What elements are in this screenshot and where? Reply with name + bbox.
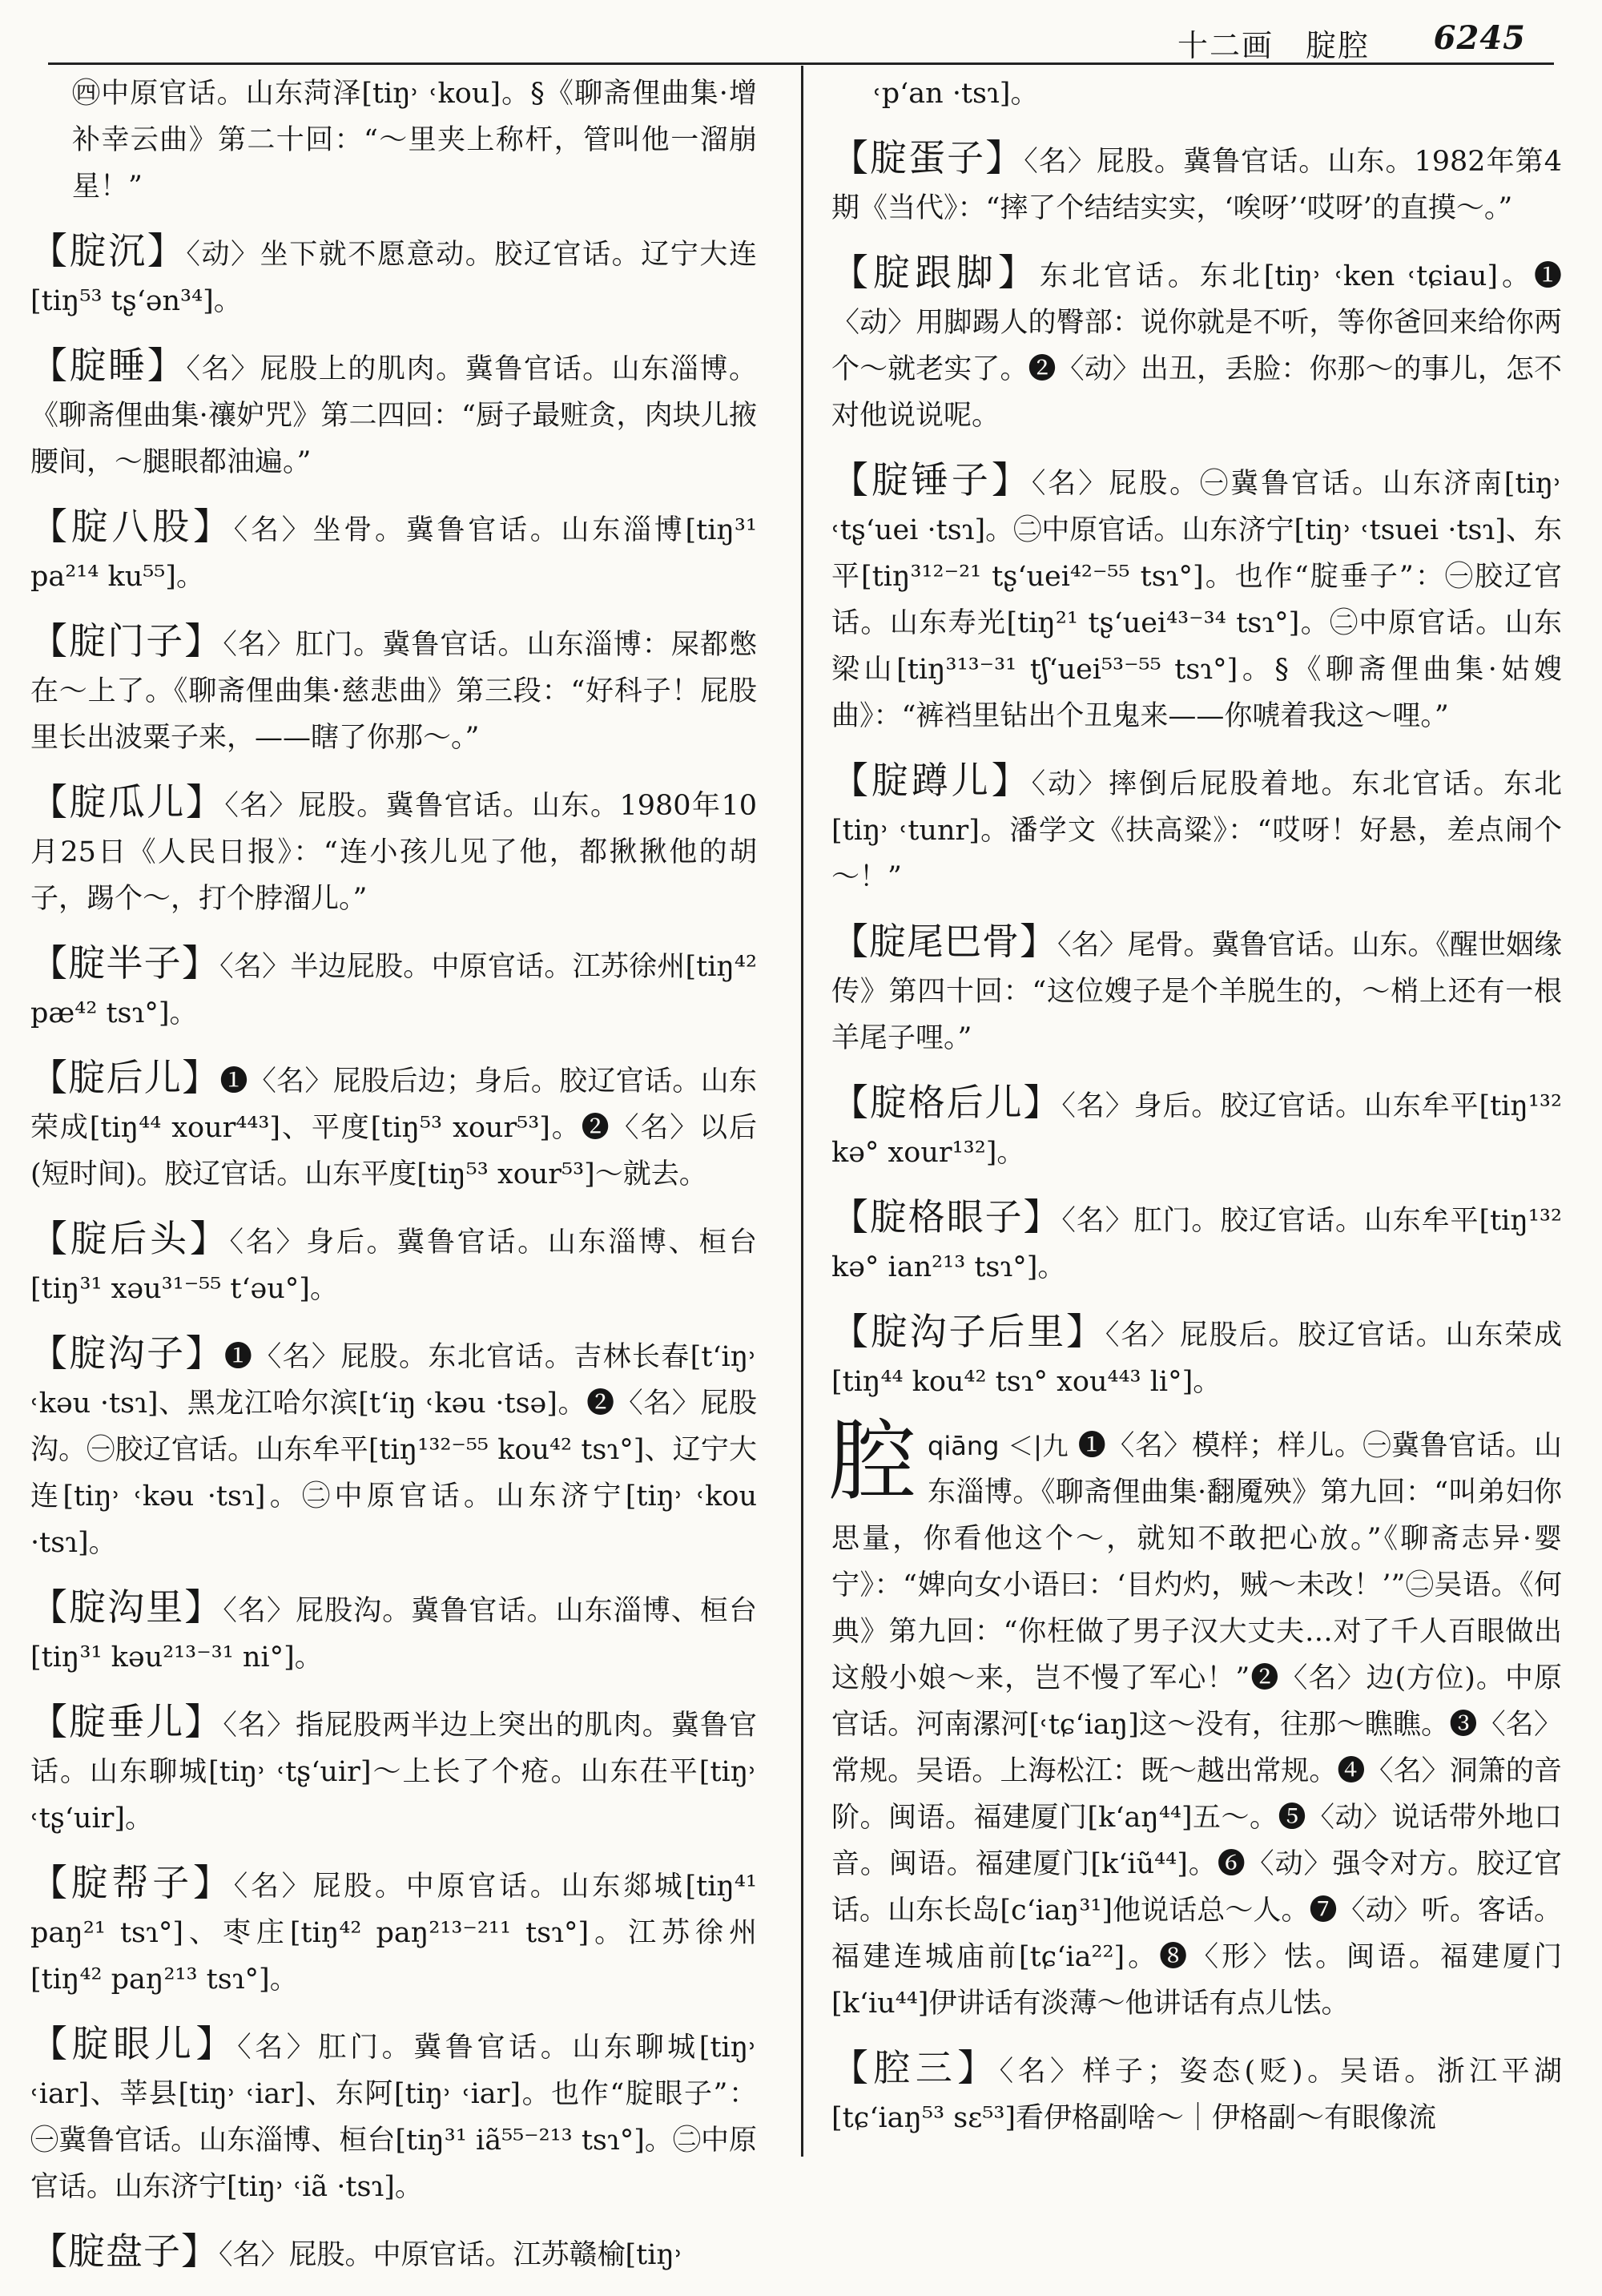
entry-headword: 【腚瓜儿】 xyxy=(30,780,225,824)
dictionary-entry xyxy=(825,757,1562,900)
entry-text: 〈名〉坐骨。冀鲁官话。山东淄博[tiŋ³¹ pa²¹⁴ ku⁵⁵]。 xyxy=(30,514,757,593)
dictionary-entry xyxy=(24,1330,757,1566)
entry-headword: 【腚蹲儿】 xyxy=(831,759,1032,802)
entry-text: 〈名〉半边屁股。中原官话。江苏徐州[tiŋ⁴² pæ⁴² tsɿ°]。 xyxy=(30,951,757,1029)
main-character-entry xyxy=(825,1410,1562,2027)
entry-headword: 【腚八股】 xyxy=(30,505,234,548)
entry-text: 〈名〉屁股。㊀冀鲁官话。山东济南[tiŋ˒ ˓tʂ‘uei ·tsɿ]。㊁中原官话。山东济宁[tiŋ˒ ˓tsuei ·tsɿ]、东平[tiŋ³¹²⁻²¹ tʂ‘uei⁴²⁻⁵⁵ tsɿ°]。也作“腚垂子”：㊀胶辽官话。山东寿光[tiŋ²¹ tʂ‘uei⁴³⁻³⁴ tsɿ°]。㊁中原官话。山东梁山[tiŋ³¹³⁻³¹ tʃ‘uei⁵³⁻⁵⁵ tsɿ°]。§《聊斋俚曲集·姑嫂曲》：“裤裆里钻出个丑鬼来——你唬着我这～哩。” xyxy=(831,468,1563,732)
running-title: 十二画 腚腔 xyxy=(1177,28,1370,63)
dictionary-entry xyxy=(24,1698,757,1842)
entry-text: ˓p‘an ·tsɿ]。 xyxy=(873,78,1039,110)
entry-headword: 【腚蛋子】 xyxy=(831,136,1024,179)
page-header xyxy=(48,14,1554,64)
entry-headword: 【腚眼儿】 xyxy=(30,2022,238,2065)
entry-headword: 【腚垂儿】 xyxy=(30,1700,223,1743)
entry-text: 〈名〉身后。胶辽官话。山东牟平[tiŋ¹³² kə° xour¹³²]。 xyxy=(831,1090,1562,1169)
entry-text: 〈动〉摔倒后屁股着地。东北官话。东北[tiŋ˒ ˓tunr]。潘学文《扶高粱》：“哎呀！好悬，差点闹个～！” xyxy=(831,768,1562,893)
entry-headword: 【腚后头】 xyxy=(30,1217,230,1260)
entry-text: 〈名〉尾骨。冀鲁官话。山东。《醒世姻缘传》第四十回：“这位嫂子是个羊脱生的，～梢上还有一根羊尾子哩。” xyxy=(831,929,1563,1054)
dictionary-entry xyxy=(24,2020,757,2210)
entry-text: 〈名〉指屁股两半边上突出的肌肉。冀鲁官话。山东聊城[tiŋ˒ ˓tʂ‘uir]～上长了个疮。山东茌平[tiŋ˒ ˓tʂ‘uir]。 xyxy=(30,1710,757,1835)
entry-headword: 【腚沟子】 xyxy=(30,1331,224,1375)
dictionary-entry xyxy=(24,618,757,761)
entry-text: ❶〈名〉屁股后边；身后。胶辽官话。山东荣成[tiŋ⁴⁴ xour⁴⁴³]、平度[tiŋ⁵³ xour⁵³]。❷〈名〉以后(短时间)。胶辽官话。山东平度[tiŋ⁵³ xour⁵³]～就去。 xyxy=(30,1065,757,1190)
dictionary-entry xyxy=(825,457,1562,739)
entry-text: 〈名〉屁股沟。冀鲁官话。山东淄博、桓台[tiŋ³¹ kəu²¹³⁻³¹ ni°]。 xyxy=(30,1595,757,1674)
dictionary-entry xyxy=(825,249,1562,439)
left-column xyxy=(24,70,757,2296)
dictionary-entry xyxy=(24,70,757,210)
dictionary-entry xyxy=(825,135,1562,232)
entry-text: 〈名〉样子；姿态(贬)。吴语。浙江平湖[tɕ‘iaŋ⁵³ sɛ⁵³]看伊格副啥～｜伊格副～有眼像流 xyxy=(831,2056,1563,2134)
main-character-pinyin: qiāng ＜|九 xyxy=(928,1431,1069,1461)
dictionary-entry xyxy=(24,228,757,324)
dictionary-entry xyxy=(825,70,1562,117)
dictionary-entry xyxy=(24,1859,757,2003)
entry-text: ㊃中原官话。山东菏泽[tiŋ˒ ˓kou]。§《聊斋俚曲集·增补幸云曲》第二十回：“～里夹上称杆，管叫他一溜崩星！” xyxy=(72,78,757,203)
entry-text: 东北官话。东北[tiŋ˒ ˓ken ˓tɕiau]。❶〈动〉用脚踢人的臀部：说你就是不听，等你爸回来给你两个～就老实了。❷〈动〉出丑，丢脸：你那～的事儿，怎不对他说说呢。 xyxy=(831,260,1563,432)
dictionary-entry xyxy=(825,918,1562,1061)
dictionary-entry xyxy=(825,2044,1562,2141)
dictionary-entry xyxy=(825,1308,1562,1405)
main-character-definition: ❶〈名〉模样；样儿。㊀冀鲁官话。山东淄博。《聊斋俚曲集·翻魇殃》第九回：“叫弟妇你思量，你看他这个～，就知不敢把心放。”《聊斋志异·婴宁》：“婢向女小语曰：‘目灼灼，贼～未改！’”㊁吴语。《何典》第九回：“你枉做了男子汉大丈夫…对了千人百眼做出这般小娘～来，岂不慢了军心！”❷〈名〉边(方位)。中原官话。河南漯河[˓tɕ‘iaŋ]这～没有，往那～瞧瞧。❸〈名〉常规。吴语。上海松江：既～越出常规。❹〈名〉洞箫的音阶。闽语。福建厦门[k‘aŋ⁴⁴]五～。❺〈动〉说话带外地口音。闽语。福建厦门[k‘iũ⁴⁴]。❻〈动〉强令对方。胶辽官话。山东长岛[c‘iaŋ³¹]他说话总～人。❼〈动〉听。客话。福建连城庙前[tɕ‘ia²²]。❽〈形〉怯。闽语。福建厦门[k‘iu⁴⁴]伊讲话有淡薄～他讲话有点儿怯。 xyxy=(831,1430,1562,2020)
column-divider xyxy=(801,66,803,2157)
entry-headword: 【腚格眼子】 xyxy=(831,1195,1062,1239)
entry-text: 〈名〉屁股后。胶辽官话。山东荣成[tiŋ⁴⁴ kou⁴² tsɿ° xou⁴⁴³ li°]。 xyxy=(831,1319,1562,1398)
dictionary-entry xyxy=(825,1194,1562,1291)
dictionary-entry xyxy=(24,1054,757,1198)
dictionary-entry xyxy=(24,1215,757,1312)
entry-headword: 【腚格后儿】 xyxy=(831,1081,1062,1124)
entry-headword: 【腚门子】 xyxy=(30,619,223,663)
entry-text: 〈名〉身后。冀鲁官话。山东淄博、桓台[tiŋ³¹ xəu³¹⁻⁵⁵ t‘əu°]。 xyxy=(30,1227,757,1305)
header-rule xyxy=(48,62,1554,65)
entry-text: 〈名〉肛门。胶辽官话。山东牟平[tiŋ¹³² kə° ian²¹³ tsɿ°]。 xyxy=(831,1205,1562,1283)
entry-text: 〈名〉肛门。冀鲁官话。山东聊城[tiŋ˒ ˓iar]、莘县[tiŋ˒ ˓iar]、东阿[tiŋ˒ ˓iar]。也作“腚眼子”：㊀冀鲁官话。山东淄博、桓台[tiŋ³¹ iã⁵⁵⁻²¹³ tsɿ°]。㊁中原官话。山东济宁[tiŋ˒ ˓iã ·tsɿ]。 xyxy=(30,2032,757,2203)
entry-headword: 【腚沉】 xyxy=(30,229,187,272)
entry-headword: 【腚尾巴骨】 xyxy=(831,920,1057,963)
entry-text: 〈名〉屁股。中原官话。江苏赣榆[tiŋ˒ xyxy=(219,2239,683,2271)
entry-text: 〈名〉屁股。冀鲁官话。山东。1980年10月25日《人民日报》：“连小孩儿见了他，都揪揪他的胡子，踢个～，打个脖溜儿。” xyxy=(30,790,757,915)
dictionary-entry xyxy=(24,342,757,485)
entry-headword: 【腔三】 xyxy=(831,2046,1000,2089)
dictionary-entry xyxy=(24,503,757,600)
main-character: 腔 xyxy=(828,1410,916,1513)
entry-headword: 【腚半子】 xyxy=(30,941,220,985)
dictionary-entry xyxy=(24,940,757,1037)
entry-headword: 【腚沟里】 xyxy=(30,1585,223,1629)
entry-headword: 【腚后儿】 xyxy=(30,1056,220,1099)
dictionary-entry xyxy=(24,779,757,922)
entry-headword: 【腚盘子】 xyxy=(30,2230,219,2273)
entry-headword: 【腚睡】 xyxy=(30,344,187,387)
dictionary-entry xyxy=(24,1584,757,1681)
entry-headword: 【腚帮子】 xyxy=(30,1861,234,1904)
entry-headword: 【腚跟脚】 xyxy=(831,251,1040,294)
entry-text: 〈名〉屁股上的肌肉。冀鲁官话。山东淄博。《聊斋俚曲集·禳妒咒》第二四回：“厨子最赃贪，肉块儿掖腰间，～腿眼都油遍。” xyxy=(30,353,758,478)
dictionary-entry xyxy=(24,2228,757,2278)
entry-text: 〈动〉坐下就不愿意动。胶辽官话。辽宁大连[tiŋ⁵³ tʂ‘ən³⁴]。 xyxy=(30,239,758,317)
dictionary-entry xyxy=(825,1079,1562,1176)
right-column xyxy=(825,70,1562,2159)
entry-text: 〈名〉屁股。中原官话。山东郯城[tiŋ⁴¹ paŋ²¹ tsɿ°]、枣庄[tiŋ⁴² paŋ²¹³⁻²¹¹ tsɿ°]。江苏徐州[tiŋ⁴² paŋ²¹³ tsɿ°]。 xyxy=(30,1871,757,1996)
entry-text: ❶〈名〉屁股。东北官话。吉林长春[t‘iŋ˒ ˓kəu ·tsɿ]、黑龙江哈尔滨[t‘iŋ ˓kəu ·tsə]。❷〈名〉屁股沟。㊀胶辽官话。山东牟平[tiŋ¹³²⁻⁵⁵ kou⁴² tsɿ°]、辽宁大连[tiŋ˒ ˓kəu ·tsɿ]。㊁中原官话。山东济宁[tiŋ˒ ˓kou ·tsɿ]。 xyxy=(30,1341,757,1559)
entry-headword: 【腚沟子后里】 xyxy=(831,1310,1105,1353)
entry-text: 〈名〉屁股。冀鲁官话。山东。1982年第4期《当代》：“摔了个结结实实，‘唉呀’‘哎呀’的直摸～。” xyxy=(831,146,1563,224)
page-number: 6245 xyxy=(1433,19,1526,57)
entry-text: 〈名〉肛门。冀鲁官话。山东淄博：屎都憋在～上了。《聊斋俚曲集·慈悲曲》第三段：“好科子！屁股里长出波粟子来，——瞎了你那～。” xyxy=(30,629,757,754)
entry-headword: 【腚锤子】 xyxy=(831,458,1032,501)
